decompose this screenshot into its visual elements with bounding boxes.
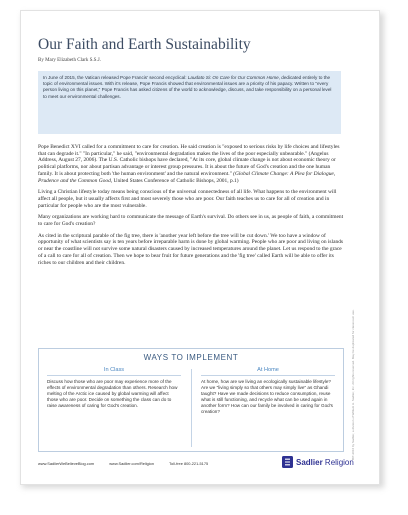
at-home-text: At home, how are we living an ecologically sustainable lifestyle? Are we "living simply so that others may simply live" as Ghandi taught? Have we made decisions to reduce consumption, reuse what is still functioning, and recycle what can be used again in another form? How can our family be involved in caring for God's creation? — [201, 379, 333, 415]
paragraph-1 — [38, 144, 344, 184]
encyclical-title: Laudato Si: On Care for Our Common Home — [187, 75, 279, 80]
logo-brand: Sadlier — [296, 457, 323, 467]
byline: By Mary Elizabeth Clark S.S.J. — [38, 58, 101, 63]
logo-wordmark — [296, 458, 354, 467]
at-home-column — [201, 367, 335, 416]
paragraph-3: Many organizations are working hard to communicate the message of Earth's survival. Do others see in us, as people of faith, a commitment to care for God's creation? — [38, 214, 344, 228]
paragraph-2: Living a Christian lifestyle today means being conscious of the universal connectedness of all life. What happens to the environment will affect all people, but it usually affects first and most severely those who are poor. Our faith teaches us to care for all of creation and in particular for people who are the most vulnerable. — [38, 189, 337, 209]
at-home-heading: At Home — [201, 367, 335, 376]
ways-to-implement-box — [38, 348, 344, 452]
ways-to-implement-title: WAYS TO IMPLEMENT — [143, 353, 239, 362]
intro-box — [38, 71, 341, 134]
sadlier-logo-mark-icon — [282, 456, 293, 468]
intro-text-end: , dedicated entirely to the topic of environmental issues. With it's release, Pope Francis showed that environmental issues are a priority of his papacy. Written to "every person living on this planet," Pope Francis has asked citizens of the world to acknowledge, discuss, and take responsibility on a personal level to meet our environmental challenges. — [43, 75, 332, 99]
footer-links — [38, 461, 222, 466]
copyright-text: BIT-2016 by Sadlier, a division of William H. Sadlier, Inc. All rights reserved. May be duplicated for classroom use. — [351, 309, 355, 460]
paragraph-4: As cited in the scriptural parable of the fig tree, there is 'another year left before the tree will be cut down.' We too have a window of opportunity of what scientists say is ten years before irreparable harm is done by global warming. People who are poor and living on islands or near the coastline will not survive some natural disasters caused by increased temperatures around the planet. Let us respond to the grace of a call to care for all of creation. Then we hope to bear fruit for future generations and the 'fig tree' called Earth will be able to offer its riches to our children and their children. — [38, 232, 344, 266]
in-class-column — [47, 367, 181, 409]
document-title: Our Faith and Earth Sustainability — [38, 36, 251, 53]
in-class-heading: In Class — [47, 367, 181, 376]
paragraph-1-text: Pope Benedict XVI called for a commitment to care for creation. He said creation is "exposed to serious risks by life choices and lifestyles that can degrade it." "In particular," he said, "environmental degradation makes the lives of the poor especially unbearable." (Angelus Address, August 27, 2006). The U.S. Catholic bishops have declared, "At its core, global climate change is not about economic theory or political platforms, nor about partisan advantage or interest group pressures. It is about the future of God's creation and the one human family. It is about protecting both 'the human environment' and the natural environment." — [38, 144, 340, 177]
in-class-text: Discuss how those who are poor may experience more of the effects of environmental degradation than others. Research how melting of the Arctic ice caused by global warming will affect those who are poor. Decide on something the class can do to raise awareness of caring for God's creation. — [47, 379, 178, 409]
sadlier-logo — [282, 455, 354, 469]
logo-sub: Religion — [324, 457, 354, 467]
phone-number: Toll-free 800-221-5175 — [169, 461, 209, 466]
citation-title: (Global Climate Change: A Plea for Dialogue, Prudence and the Common Good, — [38, 170, 336, 184]
article-body — [38, 144, 344, 271]
religion-link[interactable]: www.Sadlier.com/Religion — [109, 461, 155, 466]
intro-text-start: In June of 2015, the Vatican released Pope Francis' second encyclical: — [43, 75, 188, 80]
blog-link[interactable]: www.SadlierWeBelieveBlog.com — [38, 461, 95, 466]
copyright-side-text — [349, 300, 357, 460]
column-divider — [191, 369, 192, 447]
citation-source: United States Conference of Catholic Bishops, 2001, p.1) — [112, 177, 239, 184]
